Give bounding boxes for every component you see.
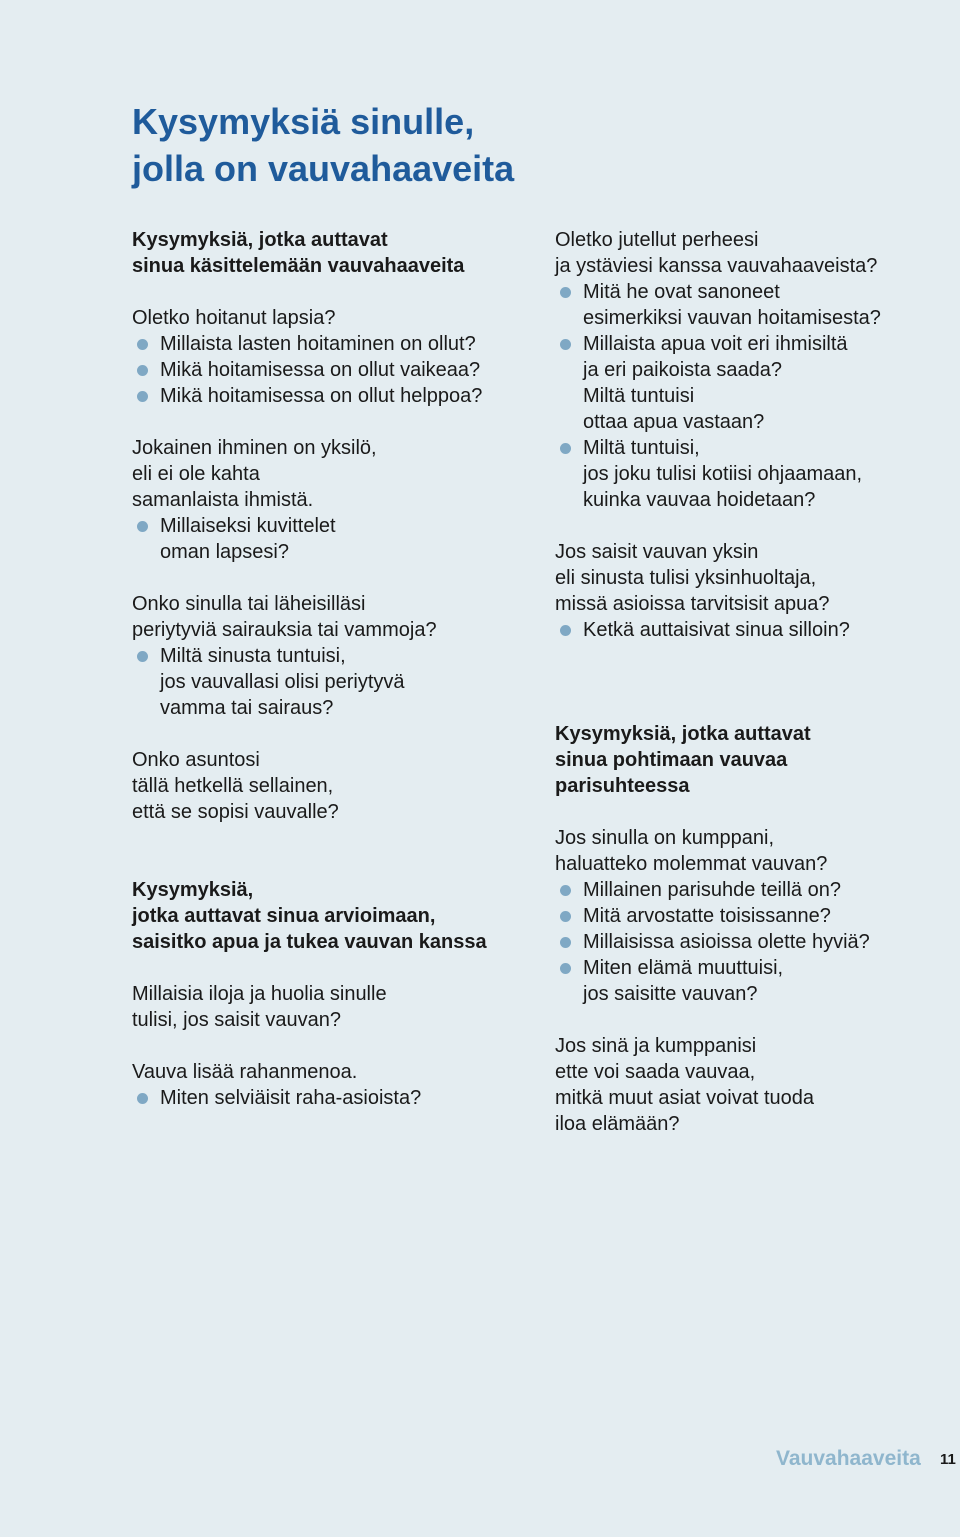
- paragraph-line: eli ei ole kahta: [132, 463, 260, 485]
- question-text: Oletko hoitanut lapsia?: [132, 307, 336, 329]
- bullet-icon: [137, 521, 148, 532]
- paragraph-line: Millaisia iloja ja huolia sinulle: [132, 983, 387, 1005]
- paragraph-line: mitkä muut asiat voivat tuoda: [555, 1087, 815, 1109]
- bullet-item: Miten elämä muuttuisi, jos saisitte vauvan?: [555, 955, 955, 1007]
- bullet-icon: [560, 625, 571, 636]
- section-heading-1: [132, 227, 532, 279]
- bullet-item: Mikä hoitamisessa on ollut helppoa?: [132, 383, 532, 409]
- paragraph-line: haluatteko molemmat vauvan?: [555, 853, 828, 875]
- paragraph-line: eli sinusta tulisi yksinhuoltaja,: [555, 567, 817, 589]
- bullet-item: Millaisissa asioissa olette hyviä?: [555, 929, 955, 955]
- bullet-icon: [560, 287, 571, 298]
- bullet-item: Ketkä auttaisivat sinua silloin?: [555, 617, 955, 643]
- bullet-icon: [560, 911, 571, 922]
- bullet-item: Millaista lasten hoitaminen on ollut?: [132, 331, 532, 357]
- bullet-item: Millaista apua voit eri ihmisiltä ja eri paikoista saada? Miltä tuntuisi ottaa apua vastaan?: [555, 331, 955, 435]
- page-number: 11: [940, 1451, 956, 1468]
- heading-line: Kysymyksiä, jotka auttavat: [132, 229, 388, 251]
- right-column: [555, 227, 955, 1137]
- bullet-icon: [560, 339, 571, 350]
- left-column: [132, 227, 532, 1111]
- bullet-icon: [560, 937, 571, 948]
- heading-line: saisitko apua ja tukea vauvan kanssa: [132, 931, 487, 953]
- paragraph-line: Jokainen ihminen on yksilö,: [132, 437, 377, 459]
- footer-publication-title: Vauvahaaveita: [776, 1447, 921, 1470]
- paragraph-line: periytyviä sairauksia tai vammoja?: [132, 619, 437, 641]
- heading-line: sinua käsittelemään vauvahaaveita: [132, 255, 465, 277]
- paragraph-line: tulisi, jos saisit vauvan?: [132, 1009, 341, 1031]
- bullet-item: Mikä hoitamisessa on ollut vaikeaa?: [132, 357, 532, 383]
- title-line-1: Kysymyksiä sinulle,: [132, 101, 475, 142]
- bullet-item: Mitä arvostatte toisissanne?: [555, 903, 955, 929]
- bullet-icon: [560, 963, 571, 974]
- page-title: [132, 98, 514, 192]
- section-heading-2: [132, 877, 532, 955]
- heading-line: parisuhteessa: [555, 775, 690, 797]
- bullet-item: Miltä tuntuisi, jos joku tulisi kotiisi ohjaamaan, kuinka vauvaa hoidetaan?: [555, 435, 955, 513]
- bullet-item: Miten selviäisit raha-asioista?: [132, 1085, 532, 1111]
- bullet-icon: [137, 365, 148, 376]
- section-heading-3: [555, 721, 955, 799]
- paragraph-line: missä asioissa tarvitsisit apua?: [555, 593, 830, 615]
- title-line-2: jolla on vauvahaaveita: [132, 148, 515, 189]
- paragraph-line: Oletko jutellut perheesi: [555, 229, 759, 251]
- paragraph-line: Jos sinulla on kumppani,: [555, 827, 775, 849]
- heading-line: Kysymyksiä, jotka auttavat: [555, 723, 811, 745]
- heading-line: Kysymyksiä,: [132, 879, 254, 901]
- bullet-item: Mitä he ovat sanoneet esimerkiksi vauvan hoitamisesta?: [555, 279, 955, 331]
- bullet-icon: [137, 651, 148, 662]
- paragraph-line: tällä hetkellä sellainen,: [132, 775, 334, 797]
- bullet-icon: [560, 885, 571, 896]
- paragraph-line: Jos saisit vauvan yksin: [555, 541, 759, 563]
- bullet-icon: [137, 391, 148, 402]
- heading-line: jotka auttavat sinua arvioimaan,: [132, 905, 436, 927]
- heading-line: sinua pohtimaan vauvaa: [555, 749, 788, 771]
- paragraph-line: samanlaista ihmistä.: [132, 489, 314, 511]
- paragraph-line: ette voi saada vauvaa,: [555, 1061, 756, 1083]
- paragraph-line: Jos sinä ja kumppanisi: [555, 1035, 757, 1057]
- bullet-item: Millaiseksi kuvittelet oman lapsesi?: [132, 513, 532, 565]
- paragraph-line: että se sopisi vauvalle?: [132, 801, 339, 823]
- paragraph-line: Onko asuntosi: [132, 749, 260, 771]
- bullet-icon: [137, 1093, 148, 1104]
- paragraph-line: iloa elämään?: [555, 1113, 680, 1135]
- bullet-icon: [137, 339, 148, 350]
- paragraph-line: Onko sinulla tai läheisilläsi: [132, 593, 366, 615]
- bullet-item: Millainen parisuhde teillä on?: [555, 877, 955, 903]
- bullet-item: Miltä sinusta tuntuisi, jos vauvallasi olisi periytyvä vamma tai sairaus?: [132, 643, 532, 721]
- bullet-icon: [560, 443, 571, 454]
- paragraph-line: ja ystäviesi kanssa vauvahaaveista?: [555, 255, 878, 277]
- paragraph-line: Vauva lisää rahanmenoa.: [132, 1061, 358, 1083]
